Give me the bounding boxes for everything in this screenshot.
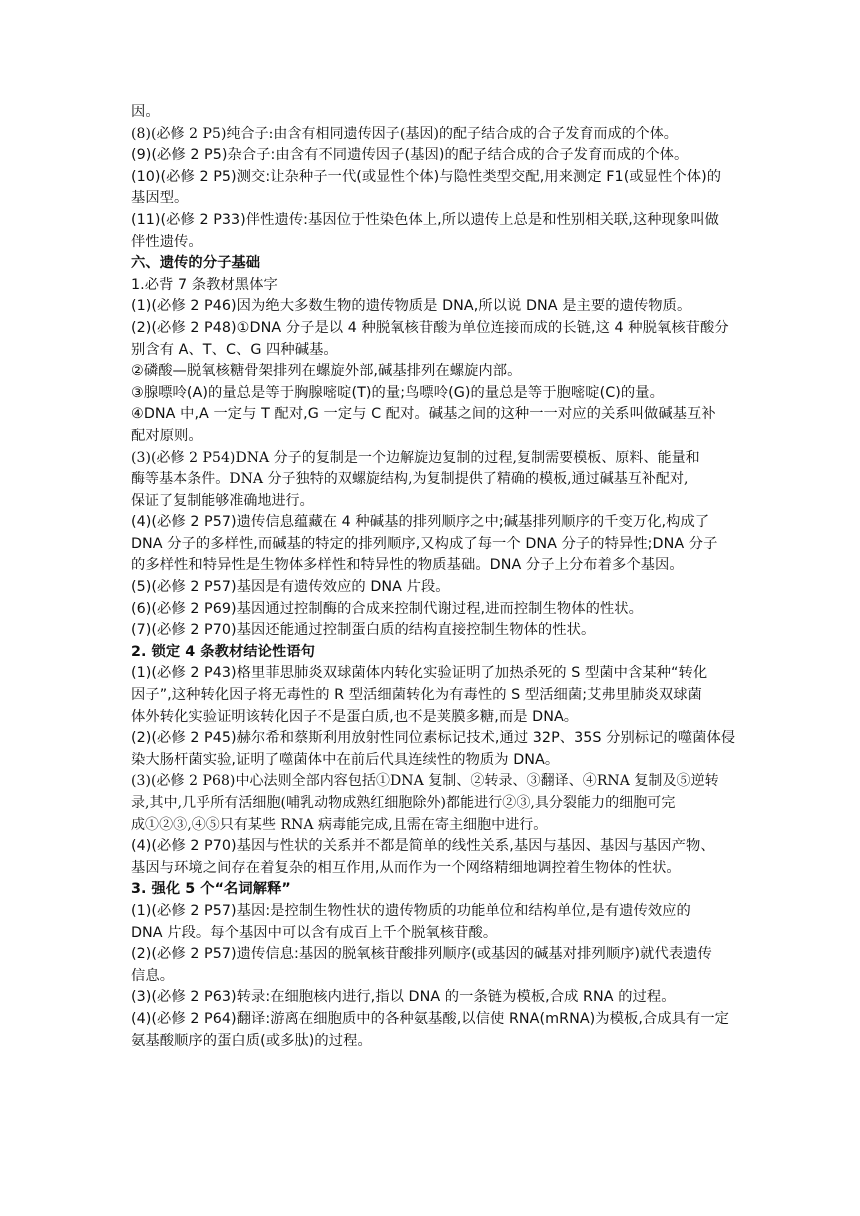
text-line: (7)(必修 2 P70)基因还能通过控制蛋白质的结构直接控制生物体的性状。 xyxy=(131,622,596,639)
text-line: 录,其中,几乎所有活细胞(哺乳动物成熟红细胞除外)都能进行②③,具分裂能力的细胞可完 xyxy=(131,795,676,811)
text-line: (4)(必修 2 P64)翻译:游离在细胞质中的各种氨基酸,以信使 RNA(mRNA)为模板,合成具有一定 xyxy=(131,1010,730,1027)
text-line: 信息。 xyxy=(131,967,175,984)
text-line: (2)(必修 2 P48)①DNA 分子是以 4 种脱氧核苷酸为单位连接而成的长链,这 4 种脱氧核苷酸分 xyxy=(131,319,729,336)
text-line: ②磷酸—脱氧核糖骨架排列在螺旋外部,碱基排列在螺旋内部。 xyxy=(131,363,522,380)
text-line: (1)(必修 2 P46)因为绝大多数生物的遗传物质是 DNA,所以说 DNA 是主要的遗传物质。 xyxy=(131,298,692,315)
text-line: (3)(必修 2 P54)DNA 分子的复制是一个边解旋边复制的过程,复制需要模板、原料、能量和 xyxy=(131,449,700,466)
text-line: (2)(必修 2 P45)赫尔希和蔡斯利用放射性同位素标记技术,通过 32P、35S 分别标记的噬菌体侵 xyxy=(131,730,736,747)
text-line: (2)(必修 2 P57)遗传信息:基因的脱氧核苷酸排列顺序(或基因的碱基对排列顺序)就代表遗传 xyxy=(131,946,712,963)
text-line: (8)(必修 2 P5)纯合子:由含有相同遗传因子(基因)的配子结合成的合子发育而成的个体。 xyxy=(131,125,678,142)
text-line: 染大肠杆菌实验,证明了噬菌体中在前后代具连续性的物质为 DNA。 xyxy=(131,751,560,768)
text-line: 体外转化实验证明该转化因子不是蛋白质,也不是荚膜多糖,而是 DNA。 xyxy=(131,708,579,725)
text-line: (1)(必修 2 P43)格里菲思肺炎双球菌体内转化实验证明了加热杀死的 S 型菌中含某种“转化 xyxy=(131,665,708,682)
text-line: (11)(必修 2 P33)伴性遗传:基因位于性染色体上,所以遗传上总是和性别相关联,这种现象叫做 xyxy=(131,211,719,228)
text-line: (1)(必修 2 P57)基因:是控制生物性状的遗传物质的功能单位和结构单位,是有遗传效应的 xyxy=(131,902,691,919)
text-line: 因子”,这种转化因子将无毒性的 R 型活细菌转化为有毒性的 S 型活细菌;艾弗里肺炎双球菌 xyxy=(131,687,702,704)
text-line: ④DNA 中,A 一定与 T 配对,G 一定与 C 配对。碱基之间的这种一一对应的关系叫做碱基互补 xyxy=(131,406,716,423)
text-line: (4)(必修 2 P70)基因与性状的关系并不都是简单的线性关系,基因与基因、基因与基因产物、 xyxy=(131,838,715,855)
text-line: 基因与环境之间存在着复杂的相互作用,从而作为一个网络精细地调控着生物体的性状。 xyxy=(131,859,681,876)
text-line: 酶等基本条件。DNA 分子独特的双螺旋结构,为复制提供了精确的模板,通过碱基互补配对, xyxy=(131,471,689,488)
text-line: 氨基酸顺序的蛋白质(或多肽)的过程。 xyxy=(131,1032,372,1049)
section-heading: 六、遗传的分子基础 xyxy=(131,255,261,272)
text-line: 1.必背 7 条教材黑体字 xyxy=(131,276,278,293)
text-line: (3)(必修 2 P68)中心法则全部内容包括①DNA 复制、②转录、③翻译、④RNA 复制及⑤逆转 xyxy=(131,773,719,790)
text-line: DNA 片段。每个基因中可以含有成百上千个脱氧核苷酸。 xyxy=(131,924,498,941)
text-line: (6)(必修 2 P69)基因通过控制酶的合成来控制代谢过程,进而控制生物体的性状。 xyxy=(131,600,643,617)
text-line: 配对原则。 xyxy=(131,427,203,444)
text-line: 伴性遗传。 xyxy=(131,233,203,250)
text-line: (5)(必修 2 P57)基因是有遗传效应的 DNA 片段。 xyxy=(131,579,450,596)
section-heading: 3. 强化 5 个“名词解释” xyxy=(131,881,291,898)
text-line: 的多样性和特异性是生物体多样性和特异性的物质基础。DNA 分子上分布着多个基因。 xyxy=(131,557,684,574)
text-line: 保证了复制能够准确地进行。 xyxy=(131,492,314,509)
text-line: DNA 分子的多样性,而碱基的特定的排列顺序,又构成了每一个 DNA 分子的特异性;DNA 分子 xyxy=(131,535,718,552)
text-line: 因。 xyxy=(131,104,160,120)
text-line: 成①②③,④⑤只有某些 RNA 病毒能完成,且需在寄主细胞中进行。 xyxy=(131,816,548,833)
text-line: ③腺嘌呤(A)的量总是等于胸腺嘧啶(T)的量;鸟嘌呤(G)的量总是等于胞嘧啶(C)的量。 xyxy=(131,384,664,401)
section-heading: 2. 锁定 4 条教材结论性语句 xyxy=(131,643,316,660)
text-line: (10)(必修 2 P5)测交:让杂种子一代(或显性个体)与隐性类型交配,用来测定 F1(或显性个体)的 xyxy=(131,168,722,185)
text-line: (3)(必修 2 P63)转录:在细胞核内进行,指以 DNA 的一条链为模板,合成 RNA 的过程。 xyxy=(131,989,676,1006)
text-line: (9)(必修 2 P5)杂合子:由含有不同遗传因子(基因)的配子结合成的合子发育而成的个体。 xyxy=(131,147,689,164)
text-line: (4)(必修 2 P57)遗传信息蕴藏在 4 种碱基的排列顺序之中;碱基排列顺序的千变万化,构成了 xyxy=(131,514,710,531)
text-line: 别含有 A、T、C、G 四种碱基。 xyxy=(131,341,338,358)
text-line: 基因型。 xyxy=(131,190,189,207)
